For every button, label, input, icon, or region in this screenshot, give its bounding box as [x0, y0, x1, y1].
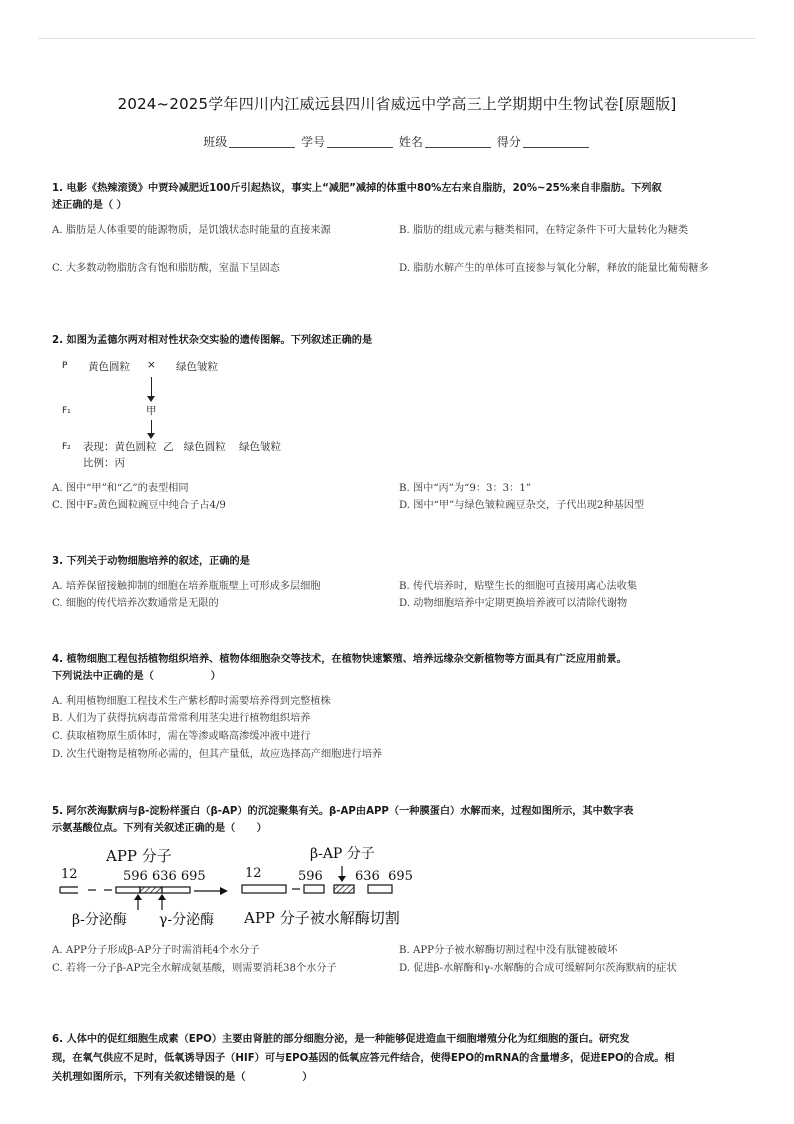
beta-secretase-label: β-分泌酶 — [72, 912, 127, 928]
reaction-arrow — [194, 887, 228, 895]
q1-option-d[interactable]: D. 脂肪水解产生的单体可直接参与氧化分解，释放的能量比葡萄糖多 — [399, 263, 709, 274]
q1-option-c[interactable]: C. 大多数动物脂肪含有饱和脂肪酸，室温下呈固态 — [52, 263, 280, 274]
app-molecule-label: APP 分子 — [106, 847, 172, 865]
q3-option-a[interactable]: A. 培养保留接触抑制的细胞在培养瓶瓶壁上可形成多层细胞 — [52, 581, 321, 592]
q2-option-a[interactable]: A. 图中“甲”和“乙”的表型相同 — [52, 483, 189, 494]
q2-option-b[interactable]: B. 图中“丙”为“9：3：3：1” — [399, 483, 532, 494]
q5-option-b[interactable]: B. APP分子被水解酶切割过程中没有肽键被破坏 — [399, 945, 618, 956]
q2-stem: 2. 如图为孟德尔两对相对性状杂交实验的遗传图解。下列叙述正确的是 — [52, 335, 373, 346]
diagram-f1-label: F₁ — [62, 406, 71, 416]
diagram-arrow-2 — [151, 420, 152, 434]
q3-option-c[interactable]: C. 细胞的传代培养次数通常是无限的 — [52, 598, 219, 609]
field-name-label: 姓名 — [398, 135, 423, 149]
field-class-label: 班级 — [203, 135, 228, 149]
gamma-secretase-label: γ-分泌酶 — [159, 912, 215, 928]
q1-stem-line2: 述正确的是（ ） — [52, 200, 127, 211]
header-divider — [38, 38, 756, 39]
field-score-label: 得分 — [496, 135, 521, 149]
q4-option-b[interactable]: B. 人们为了获得抗病毒苗常常利用茎尖进行植物组织培养 — [52, 713, 311, 724]
q4-option-c[interactable]: C. 获取植物原生质体时，需在等渗或略高渗缓冲液中进行 — [52, 731, 311, 742]
cut-pos-12: 12 — [245, 866, 262, 881]
q5-option-c[interactable]: C. 若将一分子β-AP完全水解成氨基酸，则需要消耗38个水分子 — [52, 963, 337, 974]
student-info-row — [0, 133, 794, 150]
q5-stem-line1: 5. 阿尔茨海默病与β-淀粉样蛋白（β-AP）的沉淀聚集有关。β-AP由APP（一种膜蛋白）水解而来，过程如图所示，其中数字表 — [52, 806, 634, 817]
app-pos-596-636-695: 596 636 695 — [123, 869, 206, 884]
field-score-blank[interactable] — [523, 135, 589, 148]
q5-option-a[interactable]: A. APP分子形成β-AP分子时需消耗4个水分子 — [52, 945, 260, 956]
q3-option-b[interactable]: B. 传代培养时，贴壁生长的细胞可直接用离心法收集 — [399, 581, 638, 592]
enzyme-arrows — [134, 894, 166, 910]
field-class-blank[interactable] — [229, 135, 295, 148]
q2-option-c[interactable]: C. 图中F₂黄色圆粒豌豆中纯合子占4/9 — [52, 500, 226, 511]
diagram-arrow-1 — [151, 377, 152, 397]
diagram-p-label: P — [62, 361, 68, 371]
diagram-parent2: 绿色皱粒 — [176, 361, 218, 373]
app-pos-12: 12 — [61, 867, 78, 882]
diagram-jia: 甲 — [146, 405, 157, 417]
field-id-blank[interactable] — [327, 135, 393, 148]
diagram-f2-label: F₂ — [62, 442, 71, 452]
diagram-f2-phenotype: 表现：黄色圆粒 乙 绿色圆粒 绿色皱粒 — [83, 441, 282, 453]
diagram-f2-ratio: 比例：丙 — [83, 457, 125, 469]
q6-stem-line2: 现，在氧气供应不足时，低氧诱导因子（HIF）可与EPO基因的低氧应答元件结合，使得EPO的mRNA的含量增多，促进EPO的合成。相 — [52, 1053, 675, 1064]
field-name-blank[interactable] — [425, 135, 491, 148]
diagram-parent1: 黄色圆粒 — [88, 361, 130, 373]
q5-option-d[interactable]: D. 促进β-水解酶和γ-水解酶的合成可缓解阿尔茨海默病的症状 — [399, 963, 677, 974]
q4-stem-line2: 下列说法中正确的是（ ） — [52, 671, 221, 682]
diagram-cross-symbol: × — [147, 359, 156, 371]
q1-stem-line1: 1. 电影《热辣滚烫》中贾玲减肥近100斤引起热议，事实上“减肥”减掉的体重中80%左右来自脂肪，20%~25%来自非脂肪。下列叙 — [52, 183, 662, 194]
app-cut-caption: APP 分子被水解酶切割 — [244, 909, 400, 927]
q1-option-b[interactable]: B. 脂肪的组成元素与糖类相同，在特定条件下可大量转化为糖类 — [399, 225, 689, 236]
q2-option-d[interactable]: D. 图中“甲”与绿色皱粒豌豆杂交，子代出现2种基因型 — [399, 500, 645, 511]
q4-option-a[interactable]: A. 利用植物细胞工程技术生产紫杉醇时需要培养得到完整植株 — [52, 696, 331, 707]
page-title: 2024~2025学年四川内江威远县四川省威远中学高三上学期期中生物试卷[原题版] — [117, 95, 677, 113]
cut-pos-636-695: 636 695 — [355, 869, 413, 884]
q4-stem-line1: 4. 植物细胞工程包括植物组织培养、植物体细胞杂交等技术，在植物快速繁殖、培养远缘杂交新植物等方面具有广泛应用前景。 — [52, 654, 627, 665]
q3-option-d[interactable]: D. 动物细胞培养中定期更换培养液可以清除代谢物 — [399, 598, 628, 609]
q6-stem-line1: 6. 人体中的促红细胞生成素（EPO）主要由肾脏的部分细胞分泌，是一种能够促进造血干细胞增殖分化为红细胞的蛋白。研究发 — [52, 1034, 630, 1045]
q6-stem-line3: 关机理如图所示，下列有关叙述错误的是（ ） — [52, 1072, 313, 1083]
field-id-label: 学号 — [301, 135, 326, 149]
q1-option-a[interactable]: A. 脂肪是人体重要的能源物质，是饥饿状态时能量的直接来源 — [52, 225, 331, 236]
q5-stem-line2: 示氨基酸位点。下列有关叙述正确的是（ ） — [52, 823, 267, 834]
app-molecule-bar — [60, 887, 190, 893]
diagram-arrow-1-head — [147, 396, 155, 402]
q4-option-d[interactable]: D. 次生代谢物是植物所必需的，但其产量低，故应选择高产细胞进行培养 — [52, 749, 383, 760]
cut-pos-596: 596 — [298, 869, 323, 884]
q3-stem: 3. 下列关于动物细胞培养的叙述，正确的是 — [52, 556, 250, 567]
cut-fragments — [242, 866, 392, 893]
beta-ap-label: β-AP 分子 — [310, 846, 375, 862]
